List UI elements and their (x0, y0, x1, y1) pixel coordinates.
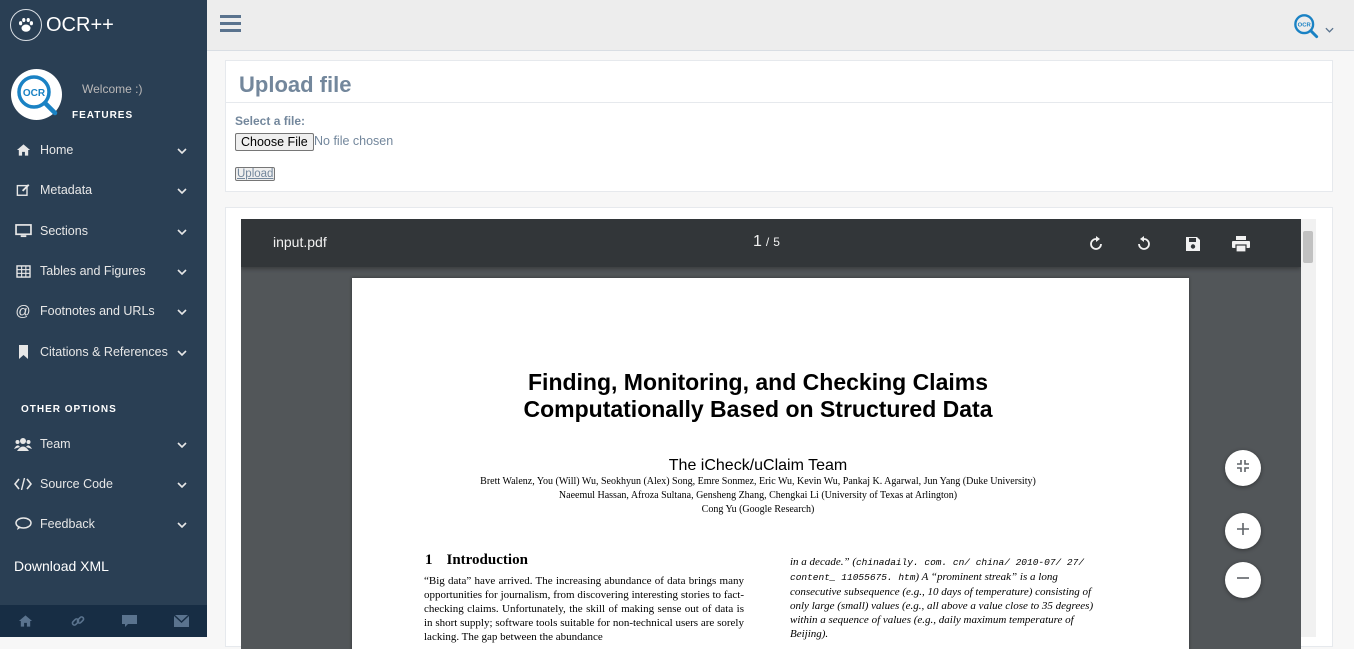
paper-team: The iCheck/uClaim Team (668, 457, 848, 474)
footer-home-icon[interactable] (0, 605, 52, 637)
ocr-logo-icon (11, 69, 62, 120)
page-separator: / (765, 235, 770, 249)
paper-affiliation: Naeemul Hassan, Afroza Sultana, Gensheng Zhang, Chengkai Li (University of Texas at Arlington) (558, 490, 958, 501)
edit-icon (13, 183, 33, 197)
sidebar-item-tables-figures[interactable] (0, 251, 207, 291)
chevron-down-icon (177, 183, 187, 197)
sidebar-footer (0, 605, 207, 637)
fit-page-icon (1236, 459, 1250, 478)
sidebar-item-citations[interactable] (0, 332, 207, 372)
chevron-down-icon (177, 304, 187, 318)
chevron-down-icon (177, 437, 187, 451)
upload-panel (225, 60, 1333, 192)
other-options-heading: OTHER OPTIONS (21, 404, 117, 415)
minus-icon (1236, 571, 1250, 590)
chevron-down-icon (177, 477, 187, 491)
comment-icon (13, 517, 33, 531)
rotate-clockwise-icon[interactable] (1086, 234, 1106, 254)
current-page[interactable]: 1 (753, 233, 762, 250)
top-navbar (207, 0, 1354, 51)
features-heading: FEATURES (72, 110, 134, 121)
sidebar-item-source-code[interactable] (0, 464, 207, 504)
chevron-down-icon (1325, 20, 1334, 38)
pdf-page (352, 278, 1189, 649)
paper-text: ) A “prominent streak” is a long consecutive subsequence (e.g., 10 days of temperature) consisting of only large (small) values (e.g., all above a value close to 35 degrees) within a sequence of values (e.g., daily maximum temperature of Beijing). (790, 571, 1094, 640)
paper-title-line: Computationally Based on Structured Data (523, 396, 993, 422)
chevron-down-icon (177, 264, 187, 278)
sidebar-item-feedback[interactable] (0, 504, 207, 544)
code-icon (13, 478, 33, 490)
footer-link-icon[interactable] (52, 605, 104, 637)
sidebar-item-label: Source Code (40, 477, 113, 491)
panel-title: Upload file (239, 72, 352, 97)
zoom-in-button[interactable] (1225, 513, 1261, 549)
chevron-down-icon (177, 224, 187, 238)
choose-file-button[interactable]: Choose File (235, 133, 314, 151)
ocr-avatar-icon (1293, 13, 1319, 44)
footer-chat-icon[interactable] (104, 605, 156, 637)
no-file-text: No file chosen (314, 134, 394, 148)
paper-affiliation: Brett Walenz, You (Will) Wu, Seokhyun (Alex) Song, Emre Sonmez, Eric Wu, Kevin Wu, Pankaj K. Agarwal, Jun Yang (Duke University) (480, 476, 1036, 487)
download-xml-link[interactable]: Download XML (14, 558, 109, 574)
chevron-down-icon (177, 517, 187, 531)
sidebar-item-label: Feedback (40, 517, 95, 531)
pdf-toolbar (241, 219, 1301, 267)
chevron-down-icon (177, 143, 187, 157)
scrollbar-thumb[interactable] (1303, 231, 1313, 263)
section-title: Introduction (446, 552, 528, 568)
table-icon (13, 265, 33, 278)
sidebar-item-metadata[interactable] (0, 170, 207, 210)
paper-title (352, 369, 1164, 423)
section-number: 1 (425, 552, 433, 568)
paper-column-left: “Big data” have arrived. The increasing abundance of data brings many opportunities for journalism, from discovering interesting stories to fact-checking claims. Unfortunately, the skill of making sense out of data is in short supply; software tools suitable for non-technical users are sorely lacking. The gap between the abundance (424, 575, 744, 643)
sidebar-item-label: Sections (40, 224, 88, 238)
upload-button[interactable]: Upload (237, 168, 274, 180)
footer-mail-icon[interactable] (155, 605, 207, 637)
scrollbar[interactable] (1301, 219, 1316, 637)
app-title: OCR++ (46, 13, 114, 36)
select-file-label: Select a file: (235, 114, 306, 128)
brand[interactable] (0, 0, 207, 50)
sidebar-item-label: Citations & References (40, 345, 168, 359)
paper-title-line: Finding, Monitoring, and Checking Claims (528, 369, 988, 395)
sidebar (0, 0, 207, 637)
hamburger-menu-icon[interactable] (220, 14, 241, 38)
welcome-text: Welcome :) (82, 82, 143, 96)
fit-page-button[interactable] (1225, 450, 1261, 486)
paper-affiliation: Cong Yu (Google Research) (701, 504, 815, 515)
paw-icon (10, 9, 42, 41)
sidebar-item-sections[interactable] (0, 211, 207, 251)
users-icon (13, 437, 33, 451)
sidebar-item-team[interactable] (0, 424, 207, 464)
save-icon[interactable] (1183, 234, 1203, 254)
ocr-avatar-text: OCR (1297, 22, 1311, 29)
zoom-out-button[interactable] (1225, 562, 1261, 598)
ocr-logo-text: OCR (22, 87, 45, 99)
sidebar-item-label: Tables and Figures (40, 264, 146, 278)
plus-icon (1236, 522, 1250, 541)
sidebar-item-label: Home (40, 143, 74, 157)
rotate-counterclockwise-icon[interactable] (1134, 234, 1154, 254)
monitor-icon (13, 224, 33, 238)
sidebar-item-label: Metadata (40, 183, 93, 197)
sidebar-item-label: Footnotes and URLs (40, 304, 155, 318)
at-icon: @ (15, 302, 31, 320)
paper-url: chinadaily. com. cn/ china/ 2010-07/ 27/ content_ 11055675. htm (790, 557, 1085, 583)
page-indicator (753, 233, 780, 251)
total-pages: 5 (773, 235, 780, 249)
sidebar-item-footnotes-urls[interactable] (0, 291, 207, 331)
chevron-down-icon (177, 345, 187, 359)
paper-text: in a decade.” ( (790, 556, 856, 568)
sidebar-item-home[interactable] (0, 130, 207, 170)
pdf-viewer[interactable] (241, 219, 1301, 649)
section-heading (425, 552, 528, 569)
sidebar-item-label: Team (40, 437, 71, 451)
print-icon[interactable] (1231, 234, 1251, 254)
pdf-filename: input.pdf (273, 234, 327, 250)
user-menu[interactable] (1293, 13, 1334, 44)
home-icon (13, 143, 33, 157)
divider (226, 102, 1332, 103)
paper-column-right (790, 555, 1098, 641)
bookmark-icon (13, 345, 33, 359)
